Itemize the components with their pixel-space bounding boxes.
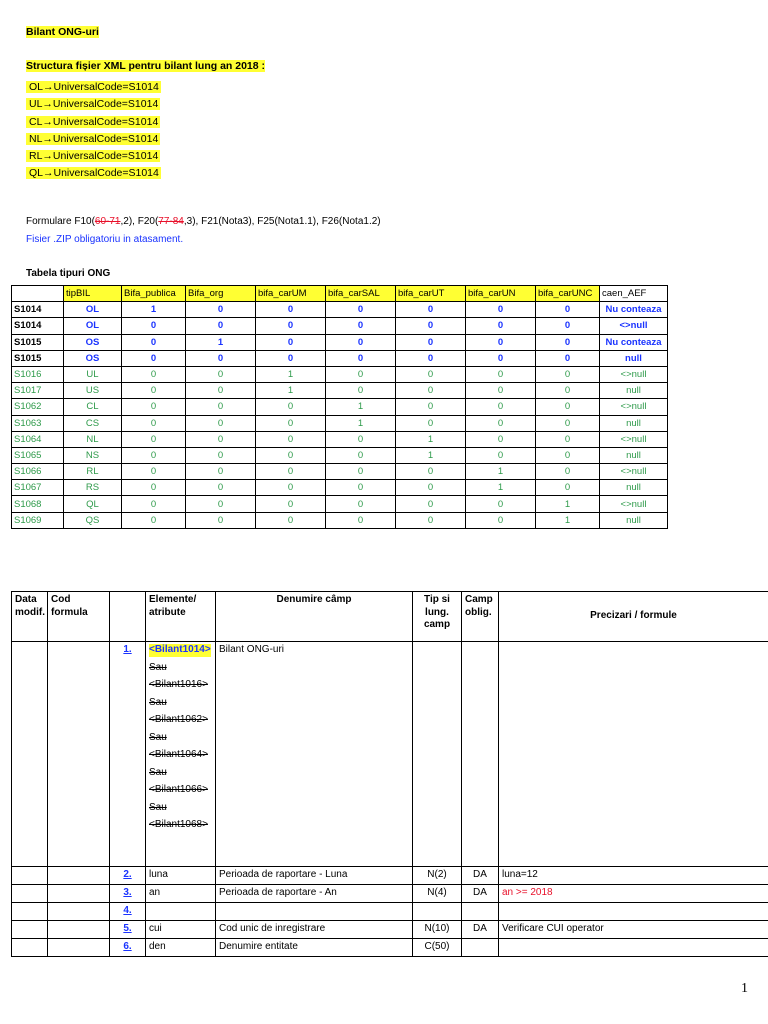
ong-cell: 0 bbox=[122, 464, 186, 480]
universal-code-cell: S1015 bbox=[12, 334, 64, 350]
element-alternative: Sau bbox=[149, 801, 167, 813]
ong-header-cell: caen_AEF bbox=[600, 286, 668, 302]
ong-cell: 0 bbox=[396, 334, 466, 350]
formulas-struck: 77-84 bbox=[158, 216, 184, 227]
universal-code-cell: S1063 bbox=[12, 415, 64, 431]
universal-code-cell: S1067 bbox=[12, 480, 64, 496]
universal-code-text: NL→UniversalCode=S1014 bbox=[26, 133, 160, 145]
formulas-part: ,2), F20( bbox=[120, 216, 159, 227]
cell-empty bbox=[48, 921, 110, 939]
col-cod-formula: Cod formula bbox=[48, 592, 110, 642]
cell-empty bbox=[12, 903, 48, 921]
element-alternative: Sau bbox=[149, 696, 167, 708]
ong-cell: 0 bbox=[256, 431, 326, 447]
formulas-part: ,3), F21(Nota3), F25(Nota1.1), F26(Nota1.2) bbox=[183, 216, 381, 227]
ong-cell: 0 bbox=[122, 447, 186, 463]
universal-code-cell: S1017 bbox=[12, 383, 64, 399]
ong-types-table bbox=[11, 285, 668, 529]
universal-code-text: UL→UniversalCode=S1014 bbox=[26, 98, 160, 110]
ong-cell: 0 bbox=[326, 431, 396, 447]
ong-row bbox=[12, 383, 668, 399]
ong-cell: null bbox=[600, 350, 668, 366]
ong-cell: 0 bbox=[186, 464, 256, 480]
cell-empty bbox=[12, 642, 48, 867]
row-number: 6. bbox=[110, 939, 146, 957]
universal-code-cell: S1014 bbox=[12, 318, 64, 334]
row-number: 2. bbox=[110, 867, 146, 885]
ong-cell: 0 bbox=[536, 334, 600, 350]
ong-cell: 0 bbox=[326, 334, 396, 350]
formulas-line bbox=[26, 216, 381, 227]
ong-cell: 0 bbox=[396, 366, 466, 382]
universal-code-cell: S1014 bbox=[12, 302, 64, 318]
ong-cell: NS bbox=[64, 447, 122, 463]
cell-empty bbox=[48, 642, 110, 867]
ong-cell: 0 bbox=[256, 464, 326, 480]
element-alternative: Sau bbox=[149, 661, 167, 673]
document-title: Bilant ONG-uri bbox=[26, 26, 99, 38]
ong-row bbox=[12, 366, 668, 382]
ong-cell: 0 bbox=[186, 399, 256, 415]
cell-empty bbox=[499, 642, 768, 867]
ong-cell: 0 bbox=[186, 350, 256, 366]
ong-cell: <>null bbox=[600, 431, 668, 447]
field-required: DA bbox=[462, 921, 499, 939]
spec-row bbox=[12, 939, 768, 957]
element-alternative: <Bilant1062> bbox=[149, 714, 208, 725]
ong-cell: 0 bbox=[466, 399, 536, 415]
ong-cell: RS bbox=[64, 480, 122, 496]
col-elemente: Elemente/ atribute bbox=[146, 592, 216, 642]
ong-cell: 1 bbox=[256, 366, 326, 382]
ong-cell: 0 bbox=[122, 399, 186, 415]
field-required bbox=[462, 939, 499, 957]
ong-header-cell bbox=[12, 286, 64, 302]
cell-empty bbox=[48, 903, 110, 921]
universal-code-cell: S1066 bbox=[12, 464, 64, 480]
ong-cell: 0 bbox=[396, 512, 466, 528]
field-name bbox=[216, 903, 413, 921]
ong-cell: 0 bbox=[326, 464, 396, 480]
col-tip: Tip si lung. camp bbox=[413, 592, 462, 642]
field-notes bbox=[499, 939, 768, 957]
ong-cell: 0 bbox=[466, 350, 536, 366]
field-name: Denumire entitate bbox=[216, 939, 413, 957]
field-type: C(50) bbox=[413, 939, 462, 957]
spec-row bbox=[12, 867, 768, 885]
ong-cell: 0 bbox=[256, 334, 326, 350]
ong-cell: <>null bbox=[600, 399, 668, 415]
ong-cell: 0 bbox=[122, 512, 186, 528]
cell-empty bbox=[413, 642, 462, 867]
ong-header-row bbox=[12, 286, 668, 302]
ong-cell: 0 bbox=[466, 366, 536, 382]
ong-cell: <>null bbox=[600, 366, 668, 382]
ong-cell: 0 bbox=[256, 496, 326, 512]
universal-code-item bbox=[26, 114, 161, 131]
ong-cell: QS bbox=[64, 512, 122, 528]
field-type: N(10) bbox=[413, 921, 462, 939]
ong-cell: 0 bbox=[536, 350, 600, 366]
ong-cell: 0 bbox=[466, 318, 536, 334]
field-name: Bilant ONG-uri bbox=[216, 642, 413, 867]
ong-cell: 0 bbox=[536, 415, 600, 431]
element-name bbox=[146, 903, 216, 921]
field-required: DA bbox=[462, 885, 499, 903]
element-alternative: <Bilant1016> bbox=[149, 679, 208, 690]
ong-cell: NL bbox=[64, 431, 122, 447]
ong-cell: null bbox=[600, 447, 668, 463]
ong-cell: 0 bbox=[466, 383, 536, 399]
spec-row-1 bbox=[12, 642, 768, 867]
ong-cell: 0 bbox=[326, 383, 396, 399]
ong-cell: 0 bbox=[396, 383, 466, 399]
cell-empty bbox=[12, 939, 48, 957]
ong-cell: 0 bbox=[122, 383, 186, 399]
spec-header-row bbox=[12, 592, 768, 642]
universal-code-text: CL→UniversalCode=S1014 bbox=[26, 116, 160, 128]
formulas-part: Formulare F10( bbox=[26, 216, 95, 227]
xml-spec-table bbox=[11, 591, 768, 957]
ong-cell: 0 bbox=[536, 318, 600, 334]
universal-code-item bbox=[26, 96, 161, 113]
ong-cell: UL bbox=[64, 366, 122, 382]
universal-code-cell: S1064 bbox=[12, 431, 64, 447]
spec-row bbox=[12, 921, 768, 939]
field-notes: Verificare CUI operator bbox=[499, 921, 768, 939]
ong-header-cell: Bifa_publica bbox=[122, 286, 186, 302]
ong-cell: null bbox=[600, 415, 668, 431]
element-alternative: Sau bbox=[149, 766, 167, 778]
ong-cell: 1 bbox=[396, 431, 466, 447]
ong-cell: 0 bbox=[256, 512, 326, 528]
ong-row bbox=[12, 480, 668, 496]
ong-cell: 0 bbox=[536, 431, 600, 447]
cell-empty bbox=[48, 867, 110, 885]
ong-header-cell: tipBIL bbox=[64, 286, 122, 302]
col-oblig: Camp oblig. bbox=[462, 592, 499, 642]
ong-cell: 0 bbox=[326, 302, 396, 318]
ong-cell: 0 bbox=[256, 302, 326, 318]
ong-cell: null bbox=[600, 512, 668, 528]
col-denumire: Denumire câmp bbox=[216, 592, 413, 642]
universal-code-cell: S1062 bbox=[12, 399, 64, 415]
ong-cell: 0 bbox=[122, 334, 186, 350]
ong-cell: 0 bbox=[186, 366, 256, 382]
ong-cell: Nu conteaza bbox=[600, 302, 668, 318]
ong-cell: 0 bbox=[396, 480, 466, 496]
ong-cell: 0 bbox=[536, 447, 600, 463]
universal-code-item bbox=[26, 131, 161, 148]
ong-cell: null bbox=[600, 383, 668, 399]
ong-header-cell: bifa_carUNC bbox=[536, 286, 600, 302]
ong-cell: 0 bbox=[122, 431, 186, 447]
ong-row bbox=[12, 431, 668, 447]
universal-code-cell: S1068 bbox=[12, 496, 64, 512]
universal-code-item bbox=[26, 148, 161, 165]
element-alternative: <Bilant1066> bbox=[149, 784, 208, 795]
ong-cell: 1 bbox=[466, 464, 536, 480]
ong-row bbox=[12, 399, 668, 415]
ong-cell: 0 bbox=[396, 350, 466, 366]
ong-cell: QL bbox=[64, 496, 122, 512]
ong-row bbox=[12, 464, 668, 480]
formulas-struck: 60-71 bbox=[94, 216, 121, 227]
ong-cell: 0 bbox=[186, 383, 256, 399]
ong-cell: 0 bbox=[466, 496, 536, 512]
ong-cell: OL bbox=[64, 302, 122, 318]
ong-row bbox=[12, 334, 668, 350]
element-alternative: Sau bbox=[149, 731, 167, 743]
field-notes: an >= 2018 bbox=[499, 885, 768, 903]
ong-cell: 0 bbox=[122, 350, 186, 366]
ong-cell: 1 bbox=[256, 383, 326, 399]
spec-row bbox=[12, 903, 768, 921]
universal-code-cell: S1065 bbox=[12, 447, 64, 463]
row-number: 5. bbox=[110, 921, 146, 939]
cell-empty bbox=[12, 885, 48, 903]
ong-cell: 0 bbox=[122, 480, 186, 496]
ong-cell: OL bbox=[64, 318, 122, 334]
ong-cell: <>null bbox=[600, 496, 668, 512]
ong-cell: 0 bbox=[536, 399, 600, 415]
row-number: 4. bbox=[110, 903, 146, 921]
ong-cell: 0 bbox=[326, 447, 396, 463]
ong-cell: 0 bbox=[466, 431, 536, 447]
field-notes: luna=12 bbox=[499, 867, 768, 885]
ong-cell: 0 bbox=[536, 383, 600, 399]
page-number: 1 bbox=[741, 981, 748, 996]
element-name: an bbox=[146, 885, 216, 903]
universal-code-item bbox=[26, 165, 161, 182]
ong-cell: OS bbox=[64, 334, 122, 350]
ong-cell: US bbox=[64, 383, 122, 399]
cell-empty bbox=[48, 885, 110, 903]
ong-cell: 0 bbox=[256, 318, 326, 334]
ong-cell: 0 bbox=[396, 399, 466, 415]
ong-header-cell: bifa_carUT bbox=[396, 286, 466, 302]
element-alternative: <Bilant1068> bbox=[149, 819, 208, 830]
ong-cell: 0 bbox=[326, 480, 396, 496]
ong-cell: 0 bbox=[536, 480, 600, 496]
field-notes bbox=[499, 903, 768, 921]
ong-cell: 0 bbox=[536, 366, 600, 382]
ong-cell: 0 bbox=[536, 302, 600, 318]
ong-row bbox=[12, 302, 668, 318]
ong-row bbox=[12, 415, 668, 431]
element-alternatives bbox=[149, 662, 212, 832]
ong-cell: 0 bbox=[326, 318, 396, 334]
ong-cell: 0 bbox=[186, 302, 256, 318]
ong-cell: 0 bbox=[256, 447, 326, 463]
universal-code-list bbox=[26, 79, 161, 183]
ong-cell: 0 bbox=[326, 496, 396, 512]
ong-row bbox=[12, 512, 668, 528]
ong-header-cell: bifa_carUN bbox=[466, 286, 536, 302]
ong-cell: 0 bbox=[396, 302, 466, 318]
ong-cell: 0 bbox=[326, 366, 396, 382]
col-data-modif: Data modif. bbox=[12, 592, 48, 642]
ong-header-cell: Bifa_org bbox=[186, 286, 256, 302]
cell-empty bbox=[462, 642, 499, 867]
ong-cell: 0 bbox=[466, 447, 536, 463]
zip-note: Fisier .ZIP obligatoriu in atasament. bbox=[26, 234, 184, 245]
row-number: 1. bbox=[110, 642, 146, 867]
cell-empty bbox=[48, 939, 110, 957]
ong-cell: 0 bbox=[122, 318, 186, 334]
universal-code-cell: S1015 bbox=[12, 350, 64, 366]
ong-cell: CS bbox=[64, 415, 122, 431]
universal-code-text: OL→UniversalCode=S1014 bbox=[26, 81, 161, 93]
universal-code-cell: S1016 bbox=[12, 366, 64, 382]
cell-empty bbox=[12, 921, 48, 939]
col-nr bbox=[110, 592, 146, 642]
universal-code-text: QL→UniversalCode=S1014 bbox=[26, 167, 161, 179]
ong-cell: 0 bbox=[186, 318, 256, 334]
ong-cell: 0 bbox=[122, 496, 186, 512]
ong-cell: 0 bbox=[186, 431, 256, 447]
ong-cell: 0 bbox=[256, 350, 326, 366]
universal-code-cell: S1069 bbox=[12, 512, 64, 528]
xml-structure-title: Structura fișier XML pentru bilant lung an 2018 : bbox=[26, 60, 266, 72]
field-required: DA bbox=[462, 867, 499, 885]
col-precizari: Precizari / formule bbox=[499, 592, 768, 642]
ong-cell: 0 bbox=[466, 334, 536, 350]
elements-cell bbox=[146, 642, 216, 867]
ong-cell: 1 bbox=[536, 496, 600, 512]
field-type: N(2) bbox=[413, 867, 462, 885]
ong-table-title: Tabela tipuri ONG bbox=[26, 268, 111, 279]
ong-cell: 0 bbox=[326, 350, 396, 366]
ong-cell: 0 bbox=[186, 415, 256, 431]
ong-cell: 1 bbox=[466, 480, 536, 496]
ong-cell: 0 bbox=[396, 318, 466, 334]
spec-row bbox=[12, 885, 768, 903]
ong-cell: 0 bbox=[256, 399, 326, 415]
ong-cell: 0 bbox=[396, 415, 466, 431]
ong-cell: 0 bbox=[186, 480, 256, 496]
ong-row bbox=[12, 318, 668, 334]
ong-header-cell: bifa_carUM bbox=[256, 286, 326, 302]
field-name: Perioada de raportare - Luna bbox=[216, 867, 413, 885]
ong-cell: 1 bbox=[536, 512, 600, 528]
field-name: Perioada de raportare - An bbox=[216, 885, 413, 903]
field-type bbox=[413, 903, 462, 921]
ong-cell: 0 bbox=[186, 496, 256, 512]
ong-cell: 1 bbox=[396, 447, 466, 463]
row-number: 3. bbox=[110, 885, 146, 903]
ong-row bbox=[12, 496, 668, 512]
cell-empty bbox=[12, 867, 48, 885]
ong-cell: 0 bbox=[256, 480, 326, 496]
element-name: den bbox=[146, 939, 216, 957]
ong-cell: CL bbox=[64, 399, 122, 415]
ong-cell: <>null bbox=[600, 318, 668, 334]
ong-cell: OS bbox=[64, 350, 122, 366]
ong-cell: 0 bbox=[466, 302, 536, 318]
ong-cell: <>null bbox=[600, 464, 668, 480]
ong-cell: 0 bbox=[256, 415, 326, 431]
ong-cell: Nu conteaza bbox=[600, 334, 668, 350]
ong-cell: 0 bbox=[466, 415, 536, 431]
ong-cell: 0 bbox=[122, 366, 186, 382]
ong-header-cell: bifa_carSAL bbox=[326, 286, 396, 302]
ong-cell: 1 bbox=[122, 302, 186, 318]
universal-code-item bbox=[26, 79, 161, 96]
element-name: cui bbox=[146, 921, 216, 939]
field-name: Cod unic de inregistrare bbox=[216, 921, 413, 939]
ong-cell: 0 bbox=[122, 415, 186, 431]
ong-cell: RL bbox=[64, 464, 122, 480]
ong-row bbox=[12, 447, 668, 463]
ong-cell: 0 bbox=[326, 512, 396, 528]
ong-cell: 0 bbox=[466, 512, 536, 528]
field-type: N(4) bbox=[413, 885, 462, 903]
ong-cell: 0 bbox=[396, 496, 466, 512]
ong-cell: 1 bbox=[326, 415, 396, 431]
ong-cell: 0 bbox=[186, 447, 256, 463]
ong-cell: 1 bbox=[186, 334, 256, 350]
ong-cell: 0 bbox=[536, 464, 600, 480]
ong-cell: 0 bbox=[186, 512, 256, 528]
ong-cell: 1 bbox=[326, 399, 396, 415]
ong-row bbox=[12, 350, 668, 366]
element-name: luna bbox=[146, 867, 216, 885]
element-main: <Bilant1014> bbox=[149, 644, 211, 655]
universal-code-text: RL→UniversalCode=S1014 bbox=[26, 150, 160, 162]
ong-cell: null bbox=[600, 480, 668, 496]
field-required bbox=[462, 903, 499, 921]
ong-cell: 0 bbox=[396, 464, 466, 480]
element-alternative: <Bilant1064> bbox=[149, 749, 208, 760]
